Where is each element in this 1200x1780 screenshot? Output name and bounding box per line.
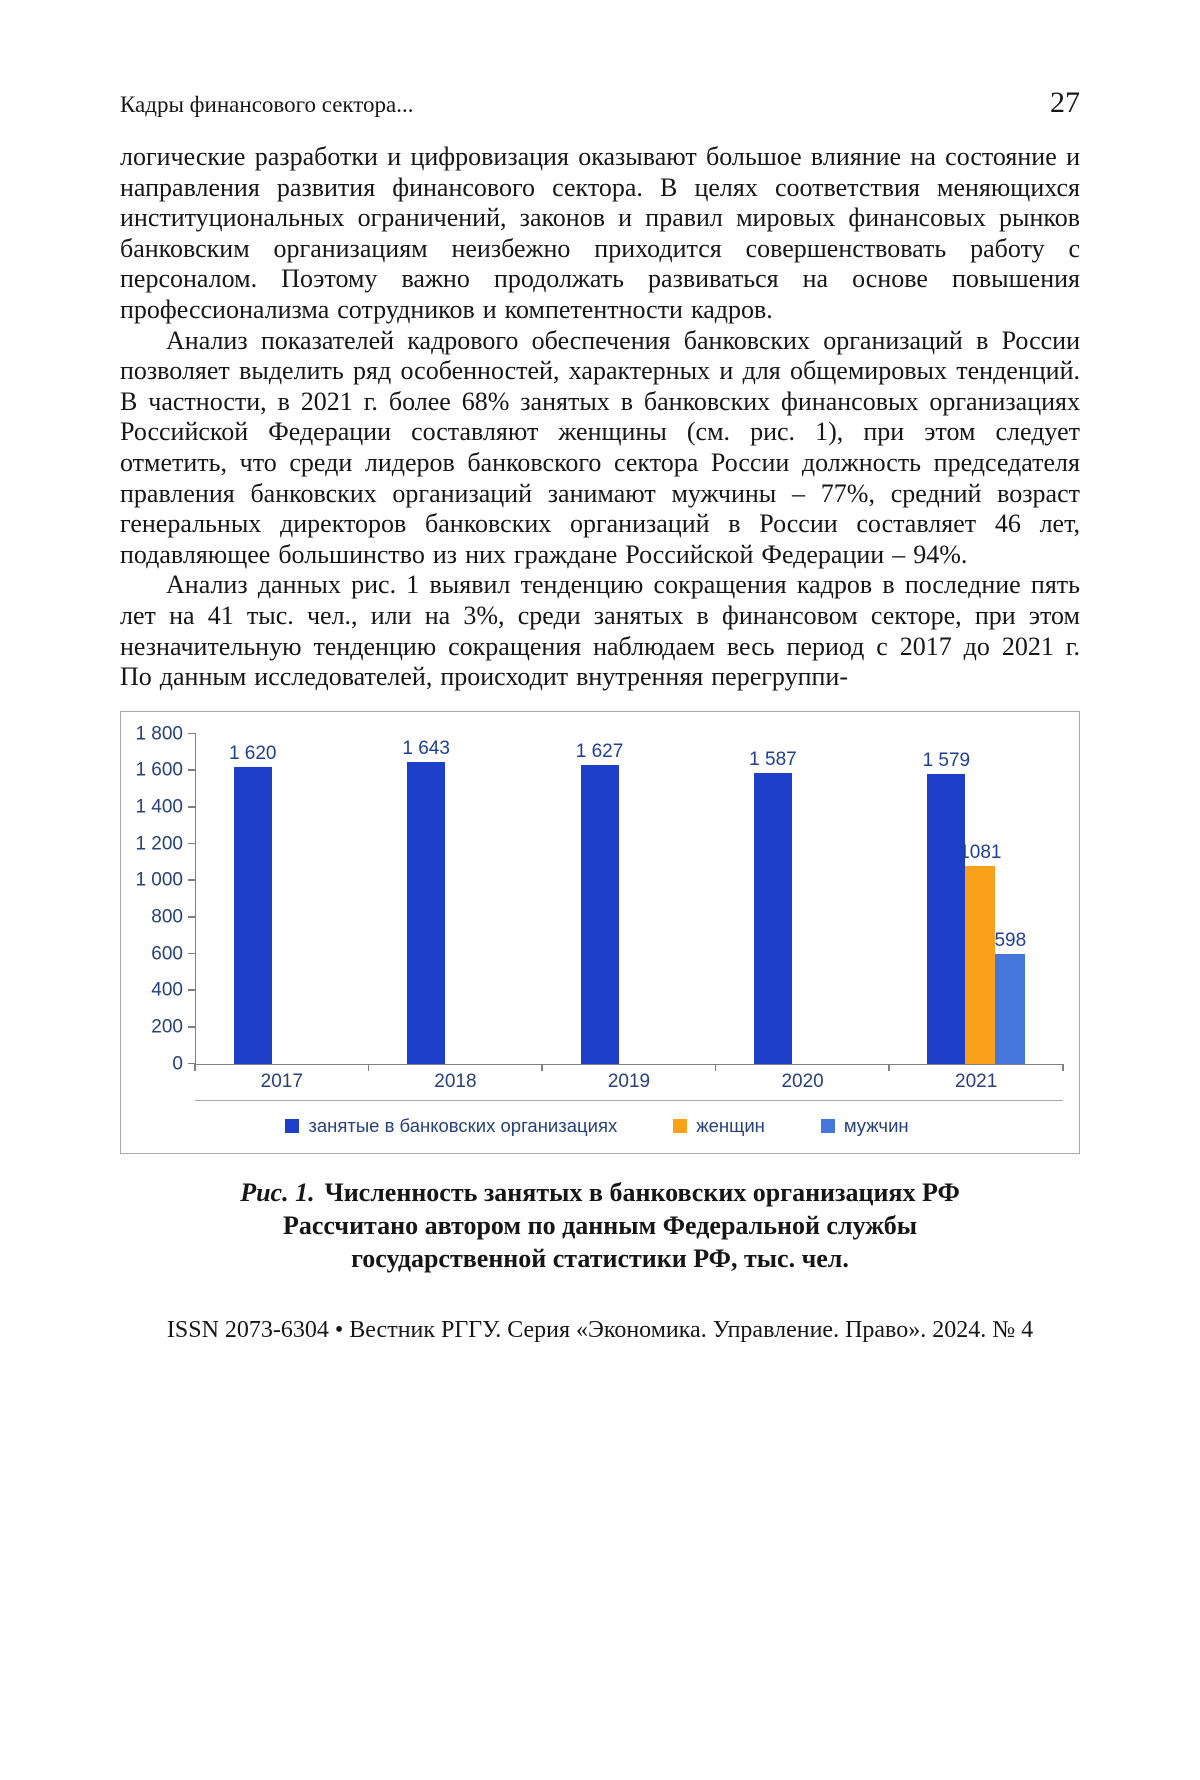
legend-label: занятые в банковских организациях [308, 1114, 618, 1136]
chart-bar [927, 774, 965, 1063]
y-axis-tick-label: 1 800 [135, 723, 183, 745]
bar-slot [792, 734, 822, 1064]
legend-item [673, 1115, 765, 1137]
y-axis-tick-mark [188, 916, 196, 918]
bar-value-label: 598 [994, 930, 1027, 952]
chart-plot-row [131, 723, 1063, 1075]
legend-swatch [821, 1119, 835, 1133]
page-number: 27 [1050, 86, 1080, 119]
y-axis-tick-label: 1 200 [135, 833, 183, 855]
chart-bar [754, 773, 792, 1064]
chart-bar [234, 767, 272, 1064]
y-axis-tick-mark [188, 879, 196, 881]
x-axis-tick-mark [194, 1064, 196, 1071]
bar-slot [619, 734, 649, 1064]
x-axis-tick-mark [888, 1064, 890, 1071]
paragraph-2: Анализ показателей кадрового обеспечения банковских организаций в России позволяет выделить ряд особенностей, характерных и для общемировых тенденций. В частности, в 2021 г. более 68% занятых в банковских финансовых организациях Российской Федерации составляют женщины (см. рис. 1), при этом следует отметить, что среди лидеров банковского сектора России должность председателя правления банковских организаций занимают мужчины – 77%, средний возраст генеральных директоров банковских организаций в России составляет 46 лет, подавляющее большинство из них граждане Российской Федерации – 94%. [120, 325, 1080, 569]
legend-item [285, 1115, 617, 1137]
y-axis-tick-label: 400 [151, 979, 183, 1001]
figure-title: Численность занятых в банковских организациях РФ [324, 1177, 960, 1207]
bar-slot [575, 734, 624, 1064]
bar-slot [922, 734, 971, 1064]
chart-bar [995, 954, 1025, 1064]
running-head [120, 86, 1080, 120]
running-title: Кадры финансового сектора... [120, 92, 414, 117]
x-axis-tick-mark [368, 1064, 370, 1071]
y-axis-tick-label: 1 000 [135, 869, 183, 891]
y-axis-tick-mark [188, 733, 196, 735]
x-axis-label: 2020 [781, 1070, 824, 1092]
bar-slot [822, 734, 852, 1064]
chart-bar [407, 762, 445, 1063]
x-axis-label: 2017 [260, 1070, 303, 1092]
chart-bar [581, 765, 619, 1063]
chart-groups [196, 734, 1063, 1064]
y-axis-tick-mark [188, 989, 196, 991]
footer-issn-line: ISSN 2073-6304 • Вестник РГГУ. Серия «Экономика. Управление. Право». 2024. № 4 [166, 1316, 1034, 1343]
bar-group-2018 [369, 734, 542, 1064]
bar-slot [445, 734, 475, 1064]
bar-slot [995, 734, 1025, 1064]
bar-group-2021 [890, 734, 1063, 1064]
bar-slot [959, 734, 1002, 1064]
bar-slot [475, 734, 505, 1064]
x-axis-label: 2021 [955, 1070, 998, 1092]
y-axis-tick-label: 600 [151, 943, 183, 965]
legend-label: женщин [696, 1114, 765, 1136]
bar-slot [649, 734, 679, 1064]
x-axis-label: 2019 [607, 1070, 651, 1092]
figure-source-line-2: государственной статистики РФ, тыс. чел. [351, 1243, 849, 1273]
bar-group-2020 [716, 734, 889, 1064]
y-axis-tick-label: 800 [151, 906, 183, 928]
article-text [120, 142, 1080, 693]
figure-source-line-1: Рассчитано автором по данным Федеральной службы [282, 1210, 918, 1240]
chart-bar [965, 866, 995, 1064]
legend-swatch [285, 1119, 299, 1133]
bar-value-label: 1081 [959, 841, 1002, 863]
chart-plot [195, 734, 1063, 1065]
y-axis-tick-mark [188, 769, 196, 771]
bar-value-label: 1 579 [922, 750, 971, 772]
paragraph-1: логические разработки и цифровизация оказывают большое влияние на состояние и направления развития финансового сектора. В целях соответствия меняющихся институциональных ограничений, законов и правил мировых финансовых рынков банковским организациям неизбежно приходится совершенствовать работу с персоналом. Поэтому важно продолжать развиваться на основе повышения профессионализма сотрудников и компетентности кадров. [120, 142, 1080, 324]
y-axis-tick-label: 1 600 [135, 759, 183, 781]
bar-slot [749, 734, 797, 1064]
y-axis-tick-mark [188, 843, 196, 845]
legend-label: мужчин [843, 1114, 909, 1136]
y-axis-tick-mark [188, 806, 196, 808]
y-axis-tick-mark [188, 953, 196, 955]
bar-value-label: 1 627 [575, 741, 624, 763]
bar-group-2017 [196, 734, 369, 1064]
legend-item [821, 1115, 909, 1137]
figure-label: Рис. 1. [240, 1177, 315, 1207]
figure-caption [120, 1176, 1080, 1275]
chart-y-axis [131, 723, 195, 1075]
bar-slot [272, 734, 302, 1064]
x-axis-tick-mark [541, 1064, 543, 1071]
bar-value-label: 1 620 [228, 742, 277, 764]
chart-x-axis [195, 1064, 1063, 1101]
x-axis-label: 2018 [434, 1070, 477, 1092]
bar-slot [302, 734, 332, 1064]
bar-slot [228, 734, 277, 1064]
y-axis-tick-label: 1 400 [135, 796, 183, 818]
x-axis-tick-mark [715, 1064, 717, 1071]
y-axis-tick-label: 0 [172, 1053, 183, 1075]
bar-group-2019 [543, 734, 716, 1064]
bar-value-label: 1 587 [749, 748, 797, 770]
bar-slot [402, 734, 450, 1064]
y-axis-tick-label: 200 [151, 1016, 183, 1038]
figure-caption-title [120, 1176, 1080, 1209]
x-axis-tick-mark [1062, 1064, 1064, 1071]
y-axis-tick-mark [188, 1026, 196, 1028]
bar-value-label: 1 643 [402, 738, 450, 760]
legend-swatch [673, 1119, 687, 1133]
figure-1-chart [120, 711, 1080, 1154]
chart-legend [131, 1113, 1063, 1139]
paragraph-3: Анализ данных рис. 1 выявил тенденцию сокращения кадров в последние пять лет на 41 тыс. чел., или на 3%, среди занятых в финансовом секторе, при этом незначительную тенденцию сокращения наблюдаем весь период с 2017 до 2021 г. По данным исследователей, происходит внутренняя перегруппи- [120, 570, 1080, 692]
